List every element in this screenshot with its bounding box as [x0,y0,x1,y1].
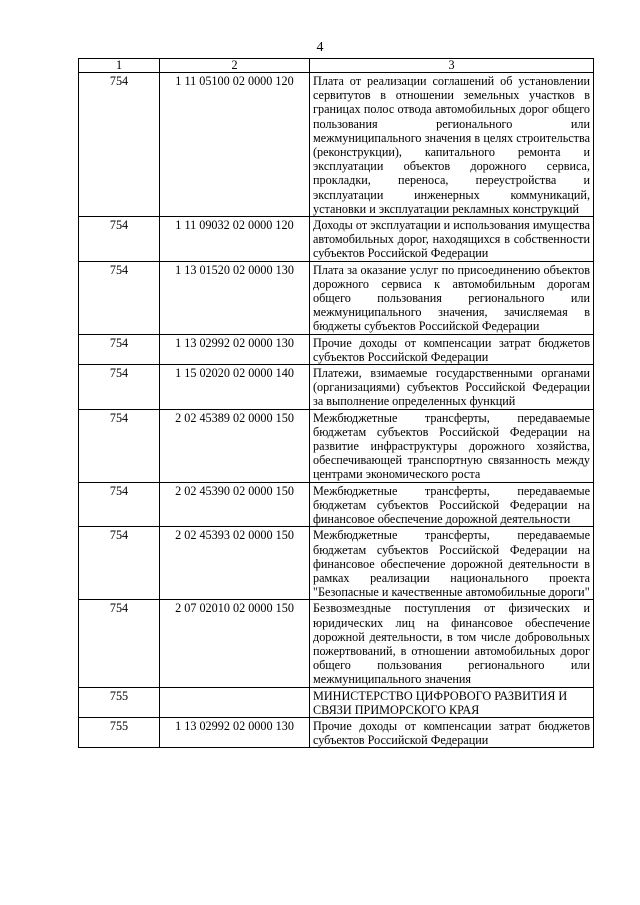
budget-code-cell: 2 02 45389 02 0000 150 [160,409,310,482]
description-cell: Прочие доходы от компенсации затрат бюджетов субъектов Российской Федерации [310,334,594,364]
table-row [79,600,594,687]
budget-code-cell [160,687,310,717]
admin-code-cell: 754 [79,482,160,527]
budget-code-cell: 1 11 09032 02 0000 120 [160,217,310,262]
admin-code-cell: 754 [79,261,160,334]
admin-code-cell: 754 [79,600,160,687]
table-row [79,717,594,747]
table-row [79,334,594,364]
table-row [79,261,594,334]
description-cell: Доходы от эксплуатации и использования имущества автомобильных дорог, находящихся в собственности субъектов Российской Федерации [310,217,594,262]
table-row [79,482,594,527]
description-cell: Платежи, взимаемые государственными органами (организациями) субъектов Российской Федерации за выполнение определенных функций [310,365,594,410]
description-cell: МИНИСТЕРСТВО ЦИФРОВОГО РАЗВИТИЯ И СВЯЗИ ПРИМОРСКОГО КРАЯ [310,687,594,717]
budget-code-cell: 1 13 01520 02 0000 130 [160,261,310,334]
column-header: 1 [79,59,160,73]
budget-code-cell: 1 11 05100 02 0000 120 [160,73,310,217]
admin-code-cell: 754 [79,409,160,482]
admin-code-cell: 754 [79,73,160,217]
admin-code-cell: 755 [79,717,160,747]
page-number: 4 [316,40,324,55]
table-row [79,217,594,262]
admin-code-cell: 754 [79,334,160,364]
admin-code-cell: 755 [79,687,160,717]
budget-code-cell: 1 15 02020 02 0000 140 [160,365,310,410]
description-cell: Плата от реализации соглашений об установлении сервитутов в отношении земельных участков в границах полос отвода автомобильных дорог общего пользования регионального или межмуниципального значения в целях строительства (реконструкции), капитального ремонта и эксплуатации объектов дорожного сервиса, прокладки, переноса, переустройства и эксплуатации инженерных коммуникаций, установки и эксплуатации рекламных конструкций [310,73,594,217]
budget-code-cell: 2 07 02010 02 0000 150 [160,600,310,687]
column-header: 2 [160,59,310,73]
table-row [79,409,594,482]
admin-code-cell: 754 [79,527,160,600]
description-cell: Безвозмездные поступления от физических и юридических лиц на финансовое обеспечение дорожной деятельности, в том числе добровольных пожертвований, в отношении автомобильных дорог общего пользования регионального или межмуниципального значения [310,600,594,687]
description-cell: Межбюджетные трансферты, передаваемые бюджетам субъектов Российской Федерации на развитие инфраструктуры дорожного хозяйства, обеспечивающей транспортную связанность между центрами экономического роста [310,409,594,482]
table-header-row [79,59,594,73]
budget-code-cell: 2 02 45390 02 0000 150 [160,482,310,527]
description-cell: Плата за оказание услуг по присоединению объектов дорожного сервиса к автомобильным дорогам общего пользования регионального или межмуниципального значения, зачисляемая в бюджеты субъектов Российской Федерации [310,261,594,334]
budget-code-cell: 2 02 45393 02 0000 150 [160,527,310,600]
budget-code-cell: 1 13 02992 02 0000 130 [160,334,310,364]
description-cell: Межбюджетные трансферты, передаваемые бюджетам субъектов Российской Федерации на финансовое обеспечение дорожной деятельности [310,482,594,527]
admin-code-cell: 754 [79,365,160,410]
admin-code-cell: 754 [79,217,160,262]
table-row [79,687,594,717]
revenue-classification-table [78,58,594,748]
table-row [79,527,594,600]
table-row [79,73,594,217]
description-cell: Межбюджетные трансферты, передаваемые бюджетам субъектов Российской Федерации на финансовое обеспечение дорожной деятельности в рамках реализации национального проекта "Безопасные и качественные автомобильные дороги" [310,527,594,600]
budget-code-cell: 1 13 02992 02 0000 130 [160,717,310,747]
column-header: 3 [310,59,594,73]
table-row [79,365,594,410]
description-cell: Прочие доходы от компенсации затрат бюджетов субъектов Российской Федерации [310,717,594,747]
